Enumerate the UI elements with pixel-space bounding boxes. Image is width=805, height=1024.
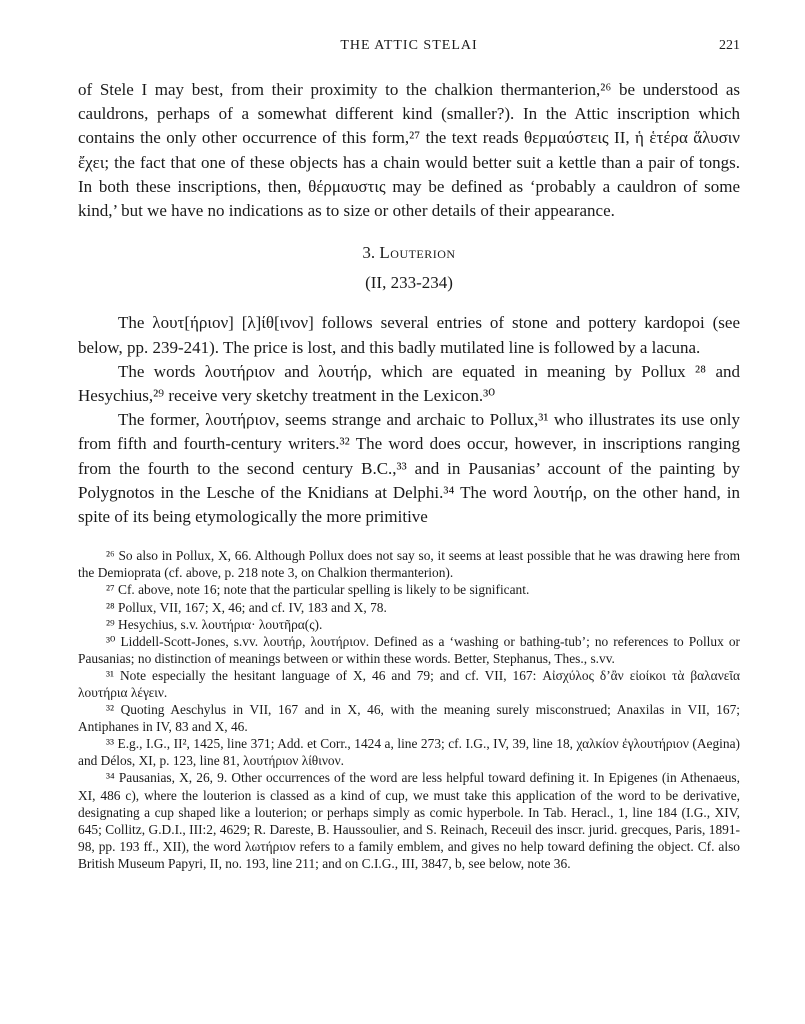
footnote-29: ²⁹ Hesychius, s.v. λουτήρια· λουτῆρα(ς). [106, 616, 323, 632]
section-heading [78, 241, 740, 265]
footnote-34: ³⁴ Pausanias, X, 26, 9. Other occurrences of the word are less helpful toward defining it. In Epigenes (in Athenaeus, XI, 486 c), where the louterion is classed as a kind of cup, we must take this application of the word to be derivative, designating a cup shaped like a louterion; or perhaps simply as comic hyperbole. In Tab. Heracl., 1, line 184 (I.G., XIV, 645; Collitz, G.D.I., III:2, 4629; R. Dareste, B. Haussoulier, and S. Reinach, Receuil des inscr. jurid. grecques, Paris, 1891-98, pp. 193 ff., XII), the word λωτήριον refers to a family emblem, and gives no help toward defining the object. Cf. also British Museum Papyri, II, no. 193, line 211; and on C.I.G., III, 3847, b, see below, note 36. [78, 770, 740, 871]
paragraph-stele: of Stele I may best, from their proximity to the chalkion thermanterion,²⁶ be understood as cauldrons, perhaps of a somewhat different kind (smaller?). In the Attic inscription which contains the only other occurrence of this form,²⁷ the text reads θερμαύστεις II, ἡ ἑτέρα ἅλυσιν ἔχει; the fact that one of these objects has a chain would better suit a kettle than a pair of tongs. In both these inscriptions, then, θέρμαυστις may be defined as ‘probably a cauldron of some kind,’ but we have no indications as to size or other details of their appearance. [78, 80, 740, 221]
footnotes [78, 547, 740, 872]
paragraph-louterion-entry: The λουτ[ήριον] [λ]ίθ[ινον] follows several entries of stone and pottery kardopoi (see below, pp. 239-241). The price is lost, and this badly mutilated line is followed by a lacuna. [78, 313, 740, 357]
footnote-32: ³² Quoting Aeschylus in VII, 167 and in X, 46, with the meaning surely misconstrued; Anaxilas in VII, 167; Antiphanes in IV, 83 and X, 46. [78, 702, 740, 735]
footnote-26: ²⁶ So also in Pollux, X, 66. Although Pollux does not say so, it seems at least possible that he was drawing here from the Demioprata (cf. above, p. 218 note 3, on Chalkion thermanterion). [78, 548, 740, 581]
paragraph-former: The former, λουτήριον, seems strange and archaic to Pollux,³¹ who illustrates its use only from fifth and fourth-century writers.³² The word does occur, however, in inscriptions ranging from the fourth to the second century B.C.,³³ and in Pausanias’ account of the painting by Polygnotos in the Lesche of the Knidians at Delphi.³⁴ The word λουτήρ, on the other hand, in spite of its being etymologically the more primitive [78, 410, 740, 527]
section-title: Louterion [379, 243, 456, 263]
section-number: 3. [362, 243, 376, 263]
footnote-30: ³⁰ Liddell-Scott-Jones, s.vv. λουτήρ, λουτήριον. Defined as a ‘washing or bathing-tub’; no references to Pollux or Pausanias; no distinction of meanings between or within these words. Better, Stephanus, Thes., s.vv. [78, 633, 740, 666]
running-title: THE ATTIC STELAI [340, 38, 478, 53]
paragraph-words: The words λουτήριον and λουτήρ, which are equated in meaning by Pollux ²⁸ and Hesychius,²⁹ receive very sketchy treatment in the Lexicon.³⁰ [78, 361, 740, 406]
page [78, 38, 740, 872]
section-reference: (II, 233-234) [365, 273, 453, 293]
footnote-28: ²⁸ Pollux, VII, 167; X, 46; and cf. IV, 183 and X, 78. [106, 599, 387, 615]
page-number: 221 [719, 38, 740, 53]
body-text [78, 78, 740, 529]
footnote-33: ³³ E.g., I.G., II², 1425, line 371; Add. et Corr., 1424 a, line 273; cf. I.G., IV, 39, line 18, χαλκίον ἐγλουτήριον (Aegina) and Délos, XI, p. 123, line 81, λουτήριον λίθινον. [78, 736, 740, 769]
footnote-31: ³¹ Note especially the hesitant language of X, 46 and 79; and cf. VII, 167: Αἰσχύλος δ’ἂν εἰοίκοι τὰ βαλανεῖα λουτήρια λέγειν. [78, 667, 740, 700]
running-header [78, 38, 740, 60]
footnote-27: ²⁷ Cf. above, note 16; note that the particular spelling is likely to be significant. [106, 582, 530, 598]
